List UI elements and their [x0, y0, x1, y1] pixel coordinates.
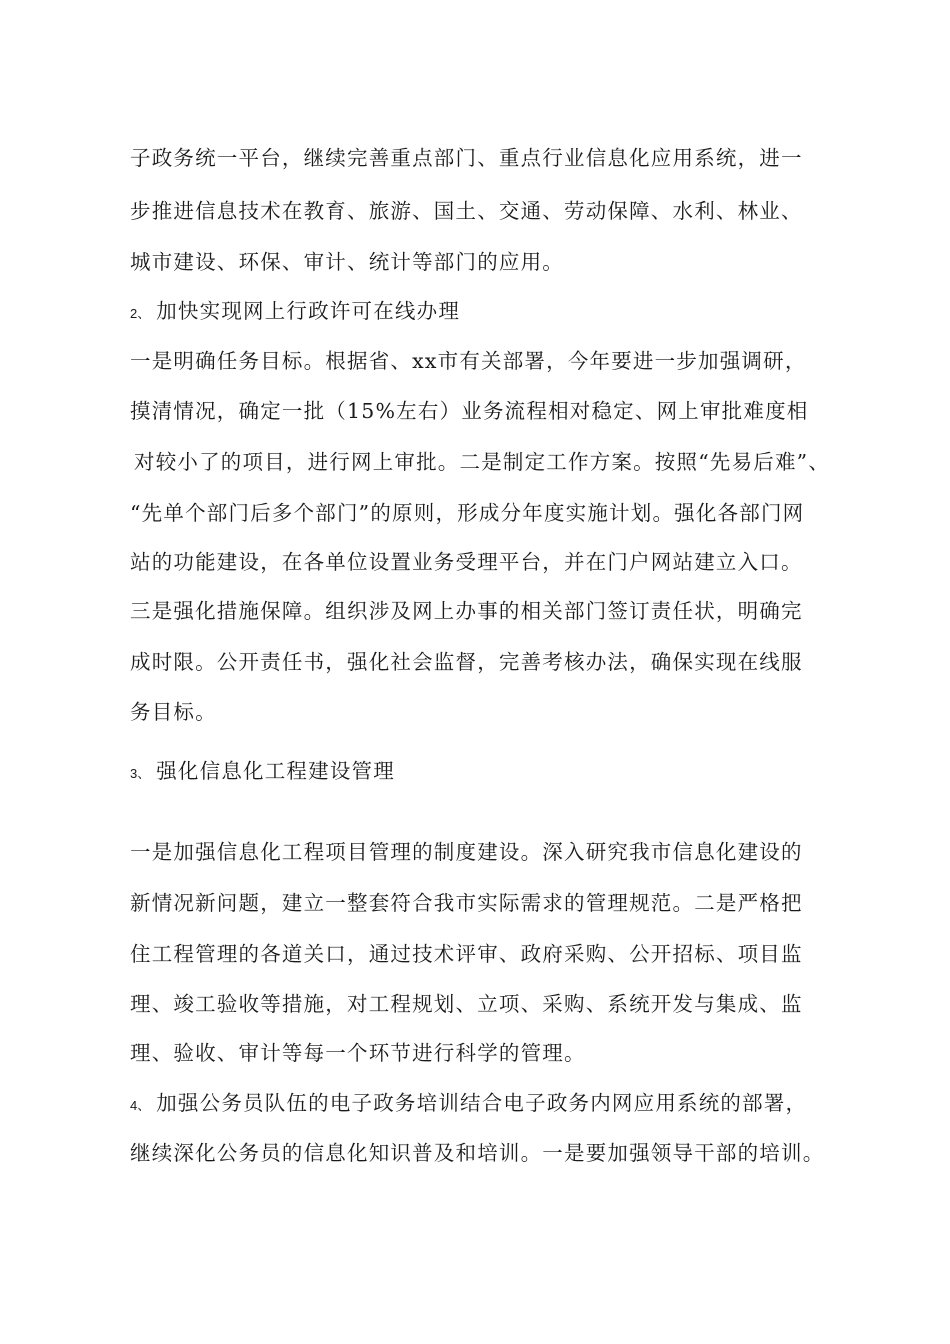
body-line-15: 新情况新问题，建立一整套符合我市实际需求的管理规范。二是严格把 [130, 891, 803, 915]
body-line-14: 一是加强信息化工程项目管理的制度建设。深入研究我市信息化建设的 [130, 840, 803, 864]
body-line-6: 摸清情况，确定一批（15%左右）业务流程相对稳定、网上审批难度相 [130, 399, 809, 423]
body-line-9: 站的功能建设，在各单位设置业务受理平台，并在门户网站建立入口。 [130, 550, 803, 574]
section-heading-2 [130, 301, 460, 322]
section-number: 4、 [130, 1098, 151, 1113]
body-line-10: 三是强化措施保障。组织涉及网上办事的相关部门签订责任状，明确完 [130, 599, 803, 623]
section-number: 3、 [130, 766, 151, 781]
section-number: 2、 [130, 306, 151, 321]
body-line-8: “先单个部门后多个部门”的原则，形成分年度实施计划。强化各部门网 [130, 501, 805, 525]
section-title: 强化信息化工程建设管理 [156, 759, 395, 783]
body-line-18: 理、验收、审计等每一个环节进行科学的管理。 [130, 1041, 586, 1065]
body-line-17: 理、竣工验收等措施，对工程规划、立项、采购、系统开发与集成、监 [130, 992, 803, 1016]
section-title: 加快实现网上行政许可在线办理 [156, 299, 461, 323]
body-line-1: 子政务统一平台，继续完善重点部门、重点行业信息化应用系统，进一 [130, 146, 803, 170]
body-line-12: 务目标。 [130, 700, 217, 724]
section-heading-4 [130, 1093, 807, 1114]
section-heading-3 [130, 761, 395, 782]
body-line-20: 继续深化公务员的信息化知识普及和培训。一是要加强领导干部的培训。 [130, 1141, 825, 1165]
section-title: 加强公务员队伍的电子政务培训结合电子政务内网应用系统的部署， [156, 1091, 808, 1115]
body-line-16: 住工程管理的各道关口，通过技术评审、政府采购、公开招标、项目监 [130, 942, 803, 966]
body-line-7: 对较小了的项目，进行网上审批。二是制定工作方案。按照“先易后难”、 [134, 450, 831, 474]
body-line-5: 一是明确任务目标。根据省、xx市有关部署，今年要进一步加强调研， [130, 349, 807, 373]
body-line-11: 成时限。公开责任书，强化社会监督，完善考核办法，确保实现在线服 [130, 650, 803, 674]
body-line-3: 城市建设、环保、审计、统计等部门的应用。 [130, 250, 564, 274]
body-line-2: 步推进信息技术在教育、旅游、国土、交通、劳动保障、水利、林业、 [130, 199, 803, 223]
